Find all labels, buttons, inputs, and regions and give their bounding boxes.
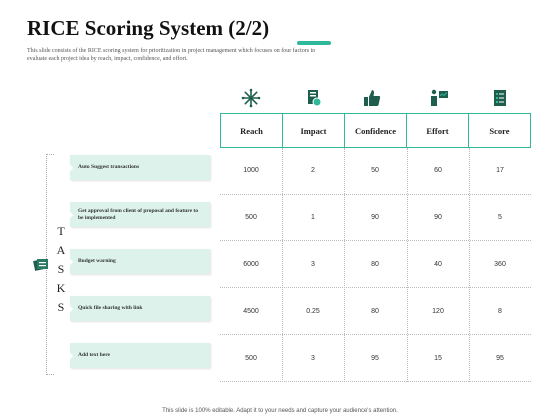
cell-confidence: 80 bbox=[371, 308, 379, 315]
header-score: Score bbox=[489, 125, 510, 136]
header-reach: Reach bbox=[221, 114, 283, 147]
header-impact: Impact bbox=[283, 114, 345, 147]
tasks-letter: T bbox=[57, 224, 65, 238]
task-label: Budget warning bbox=[78, 258, 116, 264]
tasks-letter: A bbox=[56, 243, 66, 257]
cell-score: 8 bbox=[498, 308, 502, 315]
cell-impact: 1 bbox=[311, 214, 315, 221]
task-item bbox=[70, 155, 210, 180]
checklist-icon bbox=[490, 88, 510, 108]
cell-reach: 500 bbox=[245, 355, 257, 362]
row-divider bbox=[220, 194, 531, 195]
cell-reach: 1000 bbox=[243, 167, 259, 174]
cell-impact: 3 bbox=[311, 355, 315, 362]
row-divider bbox=[220, 334, 531, 335]
cell-impact: 3 bbox=[311, 261, 315, 268]
task-label: Add text here bbox=[78, 352, 110, 358]
row-divider bbox=[220, 240, 531, 241]
cell-effort: 120 bbox=[432, 308, 444, 315]
cell-confidence: 95 bbox=[371, 355, 379, 362]
task-item bbox=[70, 343, 210, 368]
header-effort: Effort bbox=[407, 114, 469, 147]
asterisk-icon bbox=[241, 88, 261, 108]
tasks-letter: S bbox=[57, 300, 65, 314]
cell-effort: 60 bbox=[434, 167, 442, 174]
cell-impact: 2 bbox=[311, 167, 315, 174]
cell-impact: 0.25 bbox=[306, 308, 320, 315]
task-item bbox=[70, 202, 210, 227]
thumbs-up-icon bbox=[362, 88, 382, 108]
task-item bbox=[70, 249, 210, 274]
task-label: Auto Suggest transactions bbox=[78, 164, 140, 170]
cell-score: 5 bbox=[498, 214, 502, 221]
cell-effort: 90 bbox=[434, 214, 442, 221]
header-confidence: Confidence bbox=[345, 114, 407, 147]
slide-subtitle: This slide consists of the RICE scoring system for prioritization in project management which focuses on four factors to evaluate each project idea by reach, impact, confidence, and effort. bbox=[27, 48, 316, 62]
presenter-icon bbox=[429, 88, 449, 108]
cell-confidence: 90 bbox=[371, 214, 379, 221]
tasks-letter: K bbox=[56, 281, 66, 295]
row-divider bbox=[220, 287, 531, 288]
report-icon bbox=[304, 88, 324, 108]
table-header bbox=[220, 113, 531, 148]
cell-effort: 40 bbox=[434, 261, 442, 268]
cell-score: 17 bbox=[496, 167, 504, 174]
cell-score: 95 bbox=[496, 355, 504, 362]
footer-note: This slide is 100% editable. Adapt it to your needs and capture your audience's attention. bbox=[162, 408, 398, 414]
cell-reach: 500 bbox=[245, 214, 257, 221]
cell-score: 360 bbox=[494, 261, 506, 268]
task-item bbox=[70, 296, 210, 321]
tasks-letter: S bbox=[57, 262, 65, 276]
task-label: Quick file sharing with link bbox=[78, 305, 143, 311]
cell-reach: 6000 bbox=[243, 261, 259, 268]
tasks-vertical-label bbox=[56, 222, 66, 317]
slide-title: RICE Scoring System (2/2) bbox=[27, 16, 270, 40]
tasks-icon bbox=[33, 256, 49, 272]
cell-confidence: 50 bbox=[371, 167, 379, 174]
cell-effort: 15 bbox=[434, 355, 442, 362]
cell-confidence: 80 bbox=[371, 261, 379, 268]
cell-reach: 4500 bbox=[243, 308, 259, 315]
title-accent-bar bbox=[297, 41, 331, 45]
task-label: Get approval from client of proposal and feature to be implemented bbox=[78, 207, 198, 221]
row-divider bbox=[220, 381, 531, 382]
